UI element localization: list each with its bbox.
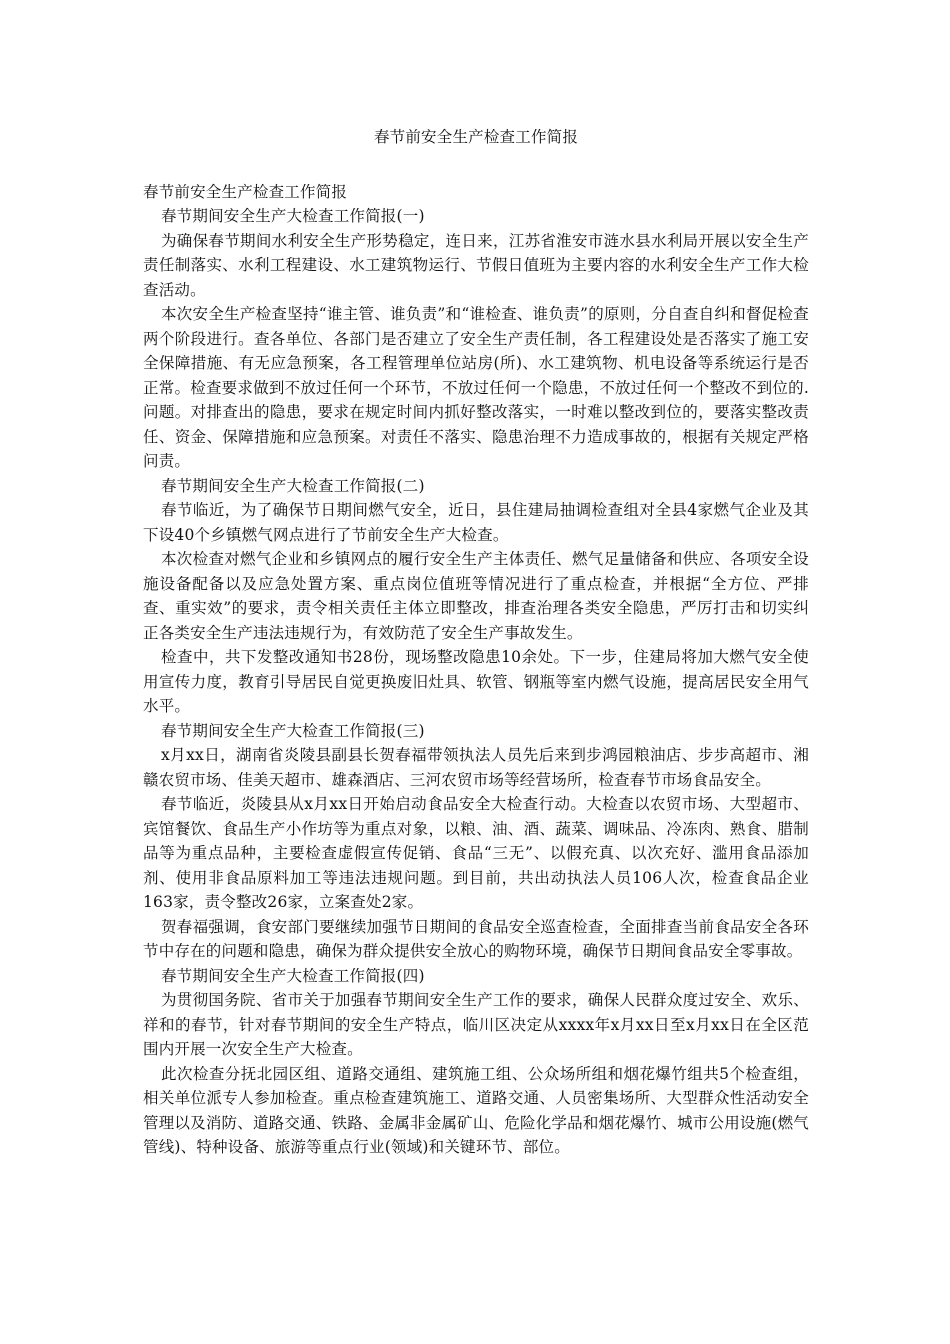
- section-heading: 春节期间安全生产大检查工作简报(一): [161, 207, 425, 225]
- report-section-1: [143, 204, 809, 474]
- paragraph: 检查中，共下发整改通知书28份，现场整改隐患10余处。下一步，住建局将加大燃气安全使用宣传力度，教育引导居民自觉更换废旧灶具、软管、钢瓶等室内燃气设施，提高居民安全用气水平。: [143, 648, 809, 715]
- paragraph: 春节临近，为了确保节日期间燃气安全，近日，县住建局抽调检查组对全县4家燃气企业及其下设40个乡镇燃气网点进行了节前安全生产大检查。: [143, 501, 809, 544]
- document-subtitle: 春节前安全生产检查工作简报: [143, 182, 348, 201]
- document-title: 春节前安全生产检查工作简报: [373, 128, 579, 146]
- section-heading: 春节期间安全生产大检查工作简报(二): [161, 476, 425, 495]
- paragraph: 春节临近，炎陵县从x月xx日开始启动食品安全大检查行动。大检查以农贸市场、大型超市、宾馆餐饮、食品生产小作坊等为重点对象，以粮、油、酒、蔬菜、调味品、冷冻肉、熟食、腊制品等为重点品种，主要检查虚假宣传促销、食品“三无”、以假充真、以次充好、滥用食品添加剂、使用非食品原料加工等违法违规问题。到目前，共出动执法人员106人次，检查食品企业163家，责令整改26家，立案查处2家。: [143, 795, 809, 911]
- document-page: [143, 125, 809, 1160]
- section-heading: 春节期间安全生产大检查工作简报(四): [161, 966, 425, 985]
- paragraph: 为贯彻国务院、省市关于加强春节期间安全生产工作的要求，确保人民群众度过安全、欢乐、祥和的春节，针对春节期间的安全生产特点，临川区决定从xxxx年x月xx日至x月xx日在全区范围内开展一次安全生产大检查。: [143, 991, 809, 1058]
- report-section-2: [143, 474, 809, 719]
- paragraph: 本次安全生产检查坚持“谁主管、谁负责”和“谁检查、谁负责”的原则，分自查自纠和督促检查两个阶段进行。查各单位、各部门是否建立了安全生产责任制，各工程建设处是否落实了施工安全保障措施、有无应急预案，各工程管理单位站房(所)、水工建筑物、机电设备等系统运行是否正常。检查要求做到不放过任何一个环节，不放过任何一个隐患，不放过任何一个整改不到位的.问题。对排查出的隐患，要求在规定时间内抓好整改落实，一时难以整改到位的，要落实整改责任、资金、保障措施和应急预案。对责任不落实、隐患治理不力造成事故的，根据有关规定严格问责。: [143, 305, 809, 470]
- paragraph: 此次检查分抚北园区组、道路交通组、建筑施工组、公众场所组和烟花爆竹组共5个检查组，相关单位派专人参加检查。重点检查建筑施工、道路交通、人员密集场所、大型群众性活动安全管理以及消防、道路交通、铁路、金属非金属矿山、危险化学品和烟花爆竹、城市公用设施(燃气管线)、特种设备、旅游等重点行业(领域)和关键环节、部位。: [143, 1064, 809, 1156]
- paragraph: 贺春福强调，食安部门要继续加强节日期间的食品安全巡查检查，全面排查当前食品安全各环节中存在的问题和隐患，确保为群众提供安全放心的购物环境，确保节日期间食品安全零事故。: [143, 917, 809, 960]
- paragraph: x月xx日，湖南省炎陵县副县长贺春福带领执法人员先后来到步鸿园粮油店、步步高超市、湘赣农贸市场、佳美天超市、雄森酒店、三河农贸市场等经营场所，检查春节市场食品安全。: [143, 746, 809, 789]
- report-section-4: [143, 964, 809, 1160]
- paragraph: 本次检查对燃气企业和乡镇网点的履行安全生产主体责任、燃气足量储备和供应、各项安全设施设备配备以及应急处置方案、重点岗位值班等情况进行了重点检查，并根据“全方位、严排查、重实效”的要求，责令相关责任主体立即整改，排查治理各类安全隐患，严厉打击和切实纠正各类安全生产违法违规行为，有效防范了安全生产事故发生。: [143, 550, 809, 642]
- paragraph: 为确保春节期间水利安全生产形势稳定，连日来，江苏省淮安市涟水县水利局开展以安全生产责任制落实、水利工程建设、水工建筑物运行、节假日值班为主要内容的水利安全生产工作大检查活动。: [143, 231, 809, 299]
- report-section-3: [143, 719, 809, 964]
- section-heading: 春节期间安全生产大检查工作简报(三): [161, 721, 425, 740]
